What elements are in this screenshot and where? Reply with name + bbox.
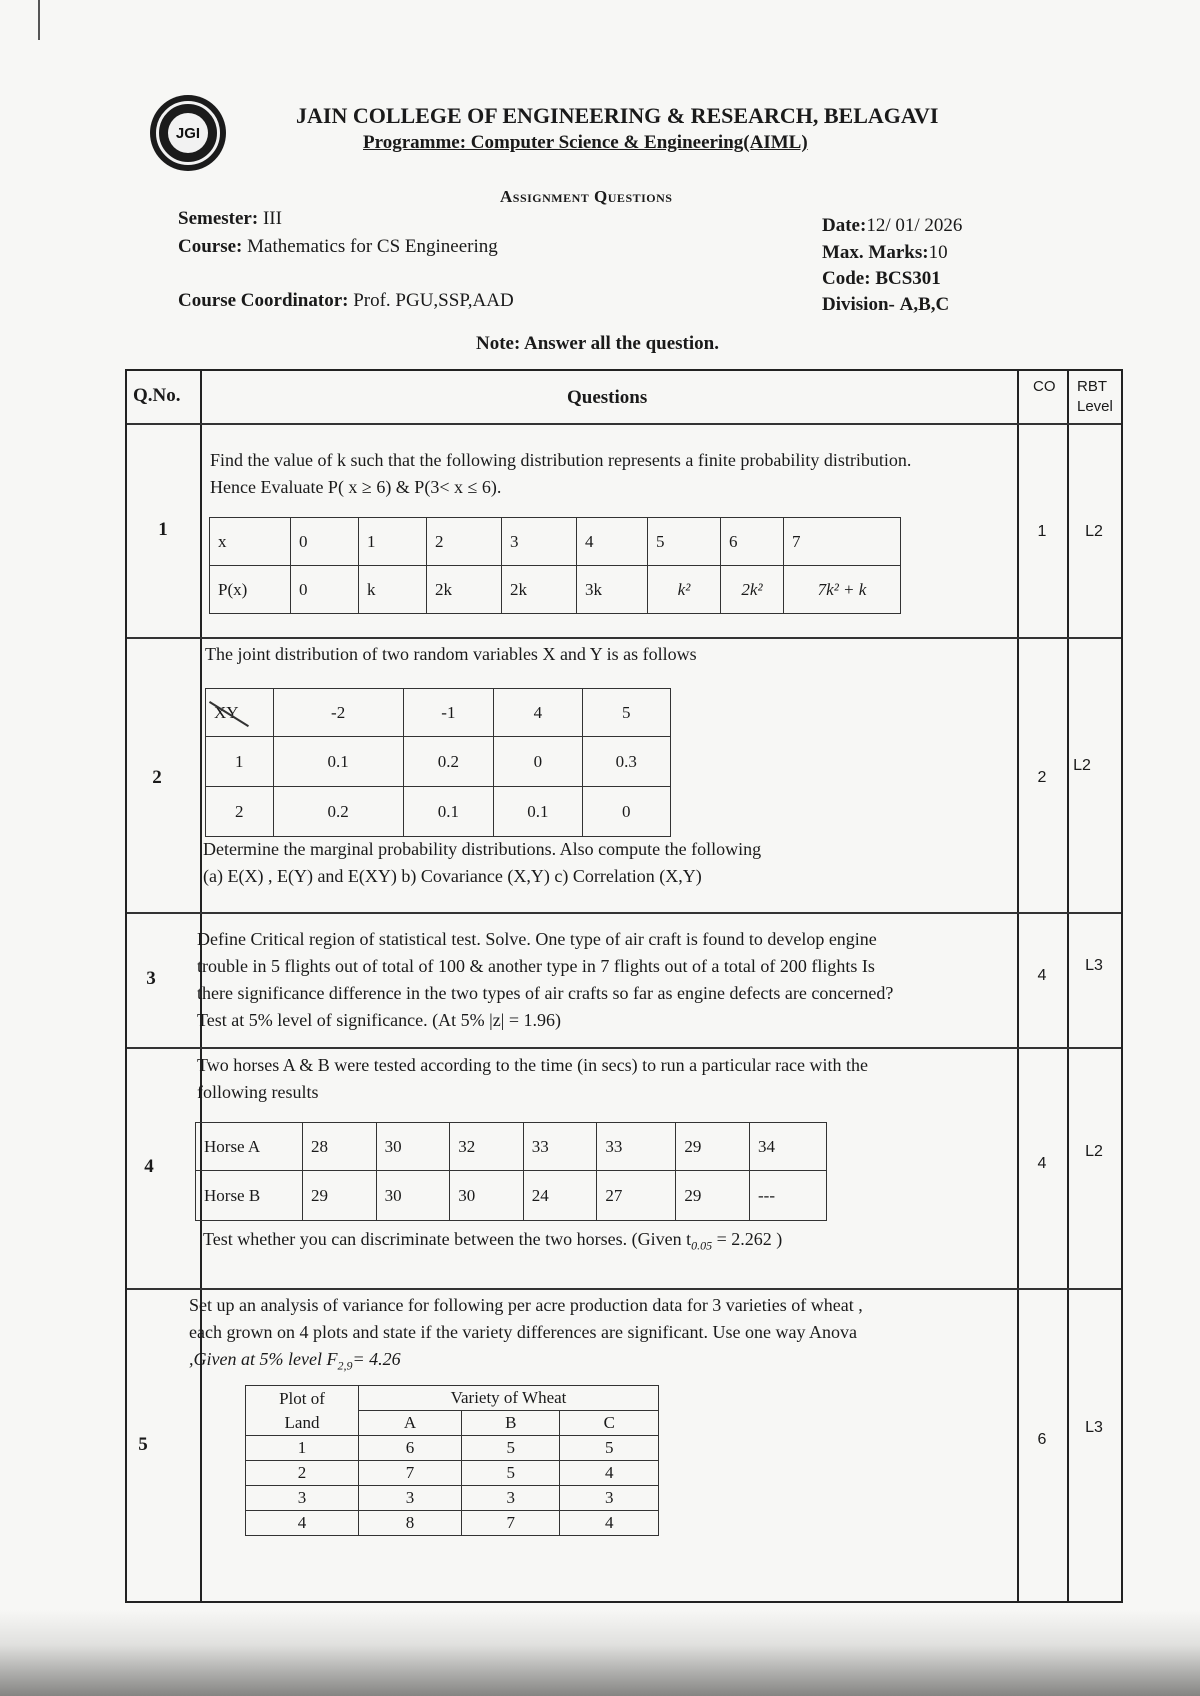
instruction-note: Note: Answer all the question.: [476, 333, 719, 354]
question-5-line3: ,Given at 5% level $F_{2,9}= 4.26$: [189, 1349, 401, 1373]
question-4-line3: Test whether you can discriminate between the two horses. (Given $t_{0.05} = 2.262$ ): [203, 1229, 783, 1253]
table-cell: 7: [462, 1511, 560, 1536]
max-marks-line: [822, 242, 948, 264]
plot-of-land-header: Plot of Land: [246, 1386, 359, 1436]
table-cell: ---: [750, 1171, 827, 1221]
header-co: CO: [1033, 378, 1056, 395]
question-4-line1: Two horses A & B were tested according to the time (in secs) to run a particular race with the: [197, 1055, 869, 1075]
code-label: Code:: [822, 268, 871, 289]
rbt-level: L3: [1085, 957, 1103, 974]
header-rbt-line1: RBT: [1077, 378, 1107, 395]
table-cell: 0: [291, 566, 359, 614]
logo-text: JGI: [168, 113, 208, 153]
question-5-line1: Set up an analysis of variance for following per acre production data for 3 varieties of wheat ,: [189, 1295, 863, 1315]
table-cell: 4: [577, 518, 648, 566]
header-qno: Q.No.: [133, 385, 181, 406]
semester-line: [178, 208, 282, 230]
table-cell: 1: [206, 737, 274, 787]
code-line: [822, 268, 941, 290]
table-cell: 6: [721, 518, 784, 566]
table-cell: 34: [750, 1123, 827, 1171]
question-number: 4: [144, 1156, 154, 1177]
code-value: BCS301: [875, 268, 941, 289]
table-cell: 1: [246, 1436, 359, 1461]
question-4-line2: following results: [197, 1082, 319, 1102]
rbt-level: L3: [1085, 1419, 1103, 1436]
table-cell: 30: [376, 1171, 450, 1221]
table-cell: 0: [494, 737, 582, 787]
corner-x: X: [214, 702, 227, 722]
coordinator-line: [178, 290, 514, 312]
table-row: [246, 1461, 659, 1486]
question-3-line1: Define Critical region of statistical test. Solve. One type of air craft is found to develop engine: [197, 929, 877, 949]
t-subscript: 0.05: [691, 1238, 713, 1253]
table-cell: 3: [246, 1486, 359, 1511]
co-value: 4: [1037, 1155, 1047, 1172]
table-cell: 3: [560, 1486, 659, 1511]
semester-value: III: [262, 208, 282, 229]
division-label: Division-: [822, 294, 895, 315]
division-value: A,B,C: [899, 294, 950, 315]
variety-header: Variety of Wheat: [359, 1386, 659, 1411]
table-row: [246, 1486, 659, 1511]
table-cell: 3: [502, 518, 577, 566]
row-divider: [127, 423, 1121, 425]
table-cell: 24: [523, 1171, 597, 1221]
table-row: [210, 518, 901, 566]
co-value: 4: [1037, 967, 1047, 984]
table-cell: 28: [303, 1123, 377, 1171]
division-line: [822, 294, 949, 316]
question-1-line2: Hence Evaluate P( x ≥ 6) & P(3< x ≤ 6).: [210, 477, 502, 497]
table-cell: Horse B: [196, 1171, 303, 1221]
table-cell: 0.2: [273, 787, 403, 837]
table-cell: 2k²: [721, 566, 784, 614]
table-cell: 0.1: [494, 787, 582, 837]
table-cell: 30: [376, 1123, 450, 1171]
table-cell: 4: [560, 1461, 659, 1486]
table-row: [196, 1171, 827, 1221]
question-1-text: [210, 447, 911, 501]
question-3-text: [197, 926, 893, 1034]
coordinator-label: Course Coordinator:: [178, 290, 349, 311]
table-cell: 6: [359, 1436, 462, 1461]
row-divider: [127, 1288, 1121, 1290]
table-cell: 0: [582, 787, 670, 837]
f-subscript: 2,9: [337, 1358, 353, 1373]
table-cell: 7: [359, 1461, 462, 1486]
table-cell: 27: [597, 1171, 676, 1221]
table-cell: 8: [359, 1511, 462, 1536]
table-cell: C: [560, 1411, 659, 1436]
table-cell: 5: [582, 689, 670, 737]
table-cell: 0.1: [273, 737, 403, 787]
table-cell: A: [359, 1411, 462, 1436]
table-row: [246, 1511, 659, 1536]
row-divider: [127, 912, 1121, 914]
table-cell: 4: [246, 1511, 359, 1536]
rbt-level: L2: [1085, 1143, 1103, 1160]
course-line: [178, 236, 498, 258]
header-rbt: [1077, 377, 1113, 417]
question-number: 1: [158, 519, 168, 540]
table-cell: 0.2: [403, 737, 494, 787]
table-cell: 32: [450, 1123, 524, 1171]
question-3-line4: Test at 5% level of significance. (At 5% |z| = 1.96): [197, 1010, 561, 1030]
college-name: JAIN COLLEGE OF ENGINEERING & RESEARCH, BELAGAVI: [296, 103, 939, 128]
table-cell: P(x): [210, 566, 291, 614]
semester-label: Semester:: [178, 208, 259, 229]
table-row: [206, 787, 671, 837]
question-1-line1: Find the value of k such that the following distribution represents a finite probability distribution.: [210, 450, 912, 470]
table-row: [246, 1386, 659, 1411]
table-cell: 2: [427, 518, 502, 566]
date-label: Date:: [822, 215, 867, 236]
wheat-anova-table: [245, 1385, 659, 1536]
table-cell: 5: [462, 1436, 560, 1461]
table-cell: 2: [206, 787, 274, 837]
table-cell: 2k: [427, 566, 502, 614]
table-cell: 5: [462, 1461, 560, 1486]
table-cell: x: [210, 518, 291, 566]
coordinator-value: Prof. PGU,SSP,AAD: [353, 290, 514, 311]
table-cell: 3k: [577, 566, 648, 614]
header-rbt-line2: Level: [1077, 398, 1113, 415]
column-divider: [1067, 371, 1069, 1601]
column-divider: [1017, 371, 1019, 1601]
table-cell: k²: [648, 566, 721, 614]
question-2-text: [203, 836, 761, 890]
table-cell: 33: [597, 1123, 676, 1171]
rbt-level: L2: [1073, 757, 1091, 774]
table-cell: 5: [648, 518, 721, 566]
table-cell: 4: [560, 1511, 659, 1536]
table-cell: -1: [403, 689, 494, 737]
header-questions: Questions: [567, 387, 648, 408]
probability-distribution-table: [209, 517, 901, 614]
table-row: [206, 737, 671, 787]
scan-edge-line: [38, 0, 40, 40]
question-number: 3: [146, 968, 156, 989]
question-4-text: [197, 1052, 868, 1106]
question-5-text: [189, 1292, 863, 1380]
table-cell: 29: [676, 1171, 750, 1221]
table-cell: 2: [246, 1461, 359, 1486]
date-value: 12/ 01/ 2026: [866, 215, 963, 236]
co-value: 6: [1037, 1431, 1047, 1448]
scan-shadow: [0, 1610, 1200, 1696]
table-cell: 2k: [502, 566, 577, 614]
table-row: [206, 689, 671, 737]
table-cell: Horse A: [196, 1123, 303, 1171]
joint-distribution-table: [205, 688, 671, 837]
table-cell: B: [462, 1411, 560, 1436]
question-2-line2: (a) E(X) , E(Y) and E(XY) b) Covariance (X,Y) c) Correlation (X,Y): [203, 866, 702, 886]
question-5-line2: each grown on 4 plots and state if the variety differences are significant. Use one way Anova: [189, 1322, 857, 1342]
assignment-title: Assignment Questions: [500, 187, 673, 206]
table-cell: 7: [784, 518, 901, 566]
table-cell: 0.3: [582, 737, 670, 787]
co-value: 2: [1037, 769, 1047, 786]
table-cell: -2: [273, 689, 403, 737]
table-cell: k: [359, 566, 427, 614]
corner-y: Y: [226, 702, 239, 722]
table-cell: 30: [450, 1171, 524, 1221]
table-cell: 4: [494, 689, 582, 737]
questions-table: [125, 369, 1123, 1603]
course-label: Course:: [178, 236, 243, 257]
date-line: [822, 215, 962, 237]
table-row: [210, 566, 901, 614]
table-row: [246, 1436, 659, 1461]
college-logo: [150, 95, 226, 171]
table-cell: 0: [291, 518, 359, 566]
table-cell: 3: [359, 1486, 462, 1511]
course-value: Mathematics for CS Engineering: [247, 236, 498, 257]
table-cell: 3: [462, 1486, 560, 1511]
max-marks-value: 10: [928, 242, 948, 263]
question-number: 5: [138, 1434, 148, 1455]
question-2-line1: Determine the marginal probability distributions. Also compute the following: [203, 839, 762, 859]
question-2-intro: The joint distribution of two random variables X and Y is as follows: [205, 644, 697, 664]
table-cell: 29: [303, 1171, 377, 1221]
table-cell: 29: [676, 1123, 750, 1171]
question-3-line3: there significance difference in the two types of air crafts so far as engine defects are concerned?: [197, 983, 894, 1003]
max-marks-label: Max. Marks:: [822, 242, 929, 263]
horse-race-table: [195, 1122, 827, 1221]
question-3-line2: trouble in 5 flights out of total of 100 & another type in 7 flights out of a total of 200 flights Is: [197, 956, 875, 976]
row-divider: [127, 1047, 1121, 1049]
table-row: [196, 1123, 827, 1171]
table-cell: 1: [359, 518, 427, 566]
co-value: 1: [1037, 523, 1047, 540]
row-divider: [127, 637, 1121, 639]
table-cell: 0.1: [403, 787, 494, 837]
programme-name: Programme: Computer Science & Engineering(AIML): [363, 132, 808, 153]
table-cell: 7k² + k: [784, 566, 901, 614]
table-cell: 33: [523, 1123, 597, 1171]
rbt-level: L2: [1085, 523, 1103, 540]
table-corner-cell: [206, 689, 274, 737]
question-number: 2: [152, 767, 162, 788]
table-cell: 5: [560, 1436, 659, 1461]
